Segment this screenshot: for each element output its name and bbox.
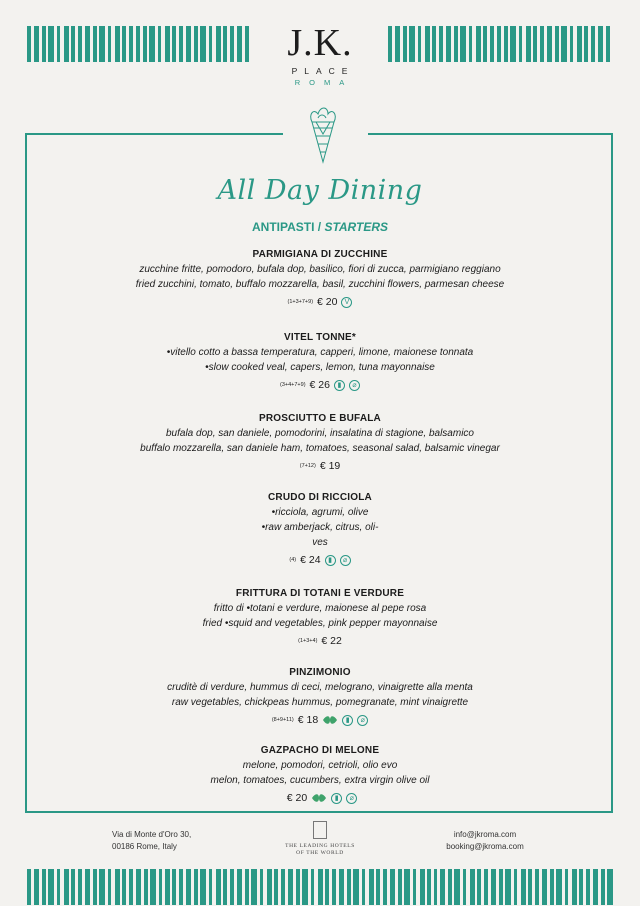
menu-item-price-line [0, 711, 640, 729]
menu-item-description: •vitello cotto a bassa temperatura, capperi, limone, maionese tonnata [166, 347, 474, 358]
allergen-codes: (1+3+7+9) [287, 299, 314, 305]
decorative-stripes-top-right [388, 26, 612, 62]
menu-item-price-line [0, 789, 640, 807]
menu-item-price: € 20 [286, 792, 308, 804]
section-title [0, 220, 640, 234]
allergen-codes: (7+12) [299, 463, 316, 469]
menu-item-price: € 20 [317, 296, 338, 308]
address-line: Via di Monte d'Oro 30, [112, 830, 192, 839]
menu-item-name: PARMIGIANA DI ZUCCHINE [252, 249, 388, 260]
gluten-free-icon: ⌀ [346, 793, 357, 804]
allergen-codes: (1+3+4) [298, 638, 318, 644]
menu-item-name: GAZPACHO DI MELONE [260, 745, 380, 756]
menu-item-description: melon, tomatoes, cucumbers, extra virgin olive oil [210, 775, 430, 786]
section-title-en: STARTERS [324, 220, 388, 234]
menu-item [0, 666, 640, 729]
menu-item-description: •raw amberjack, citrus, oli- [261, 522, 379, 533]
section-title-it: ANTIPASTI / [251, 220, 325, 234]
bouquet-emblem-icon [294, 104, 352, 166]
partner-line: OF THE WORLD [296, 850, 344, 856]
vegan-leaf-icon [322, 715, 338, 725]
menu-list [0, 248, 640, 807]
brand-logo [270, 24, 370, 87]
allergen-codes: (4) [289, 557, 297, 563]
gluten-free-icon: ⌀ [357, 715, 368, 726]
leading-hotels-logo [273, 821, 367, 857]
address-line: 00186 Rome, Italy [112, 842, 177, 851]
menu-item-name: VITEL TONNE* [283, 332, 357, 343]
menu-item [0, 491, 640, 569]
no-lactose-icon: ▮ [342, 715, 353, 726]
menu-item-description: fritto di •totani e verdure, maionese al pepe rosa [213, 603, 427, 614]
menu-item-price: € 18 [297, 714, 319, 726]
menu-item [0, 331, 640, 394]
menu-item-price-line [0, 551, 640, 569]
menu-item-price-line [0, 376, 640, 394]
menu-item-description: cruditè di verdure, hummus di ceci, melograno, vinaigrette alla menta [167, 682, 473, 693]
menu-item-description: fried •squid and vegetables, pink pepper mayonnaise [202, 618, 438, 629]
decorative-stripes-top-left [27, 26, 251, 62]
email-info-link[interactable]: info@jkroma.com [453, 830, 517, 839]
menu-item-description: ves [312, 537, 328, 548]
brand-city: ROMA [294, 78, 354, 87]
menu-item-price-line [0, 293, 640, 311]
page-title: All Day Dining [217, 175, 423, 206]
menu-item-name: PINZIMONIO [289, 667, 351, 678]
brand-place: PLACE [291, 66, 355, 76]
allergen-codes: (3+4+7+9) [280, 382, 306, 388]
menu-item [0, 744, 640, 807]
menu-item-description: •slow cooked veal, capers, lemon, tuna mayonnaise [205, 362, 435, 373]
vegetarian-icon: V [341, 297, 352, 308]
menu-item-description: •ricciola, agrumi, olive [271, 507, 369, 518]
menu-item-price-line [0, 632, 640, 650]
menu-item-price: € 19 [319, 460, 341, 472]
brand-name: J.K. [287, 22, 353, 64]
gluten-free-icon: ⌀ [340, 555, 351, 566]
menu-item-price: € 24 [300, 554, 321, 566]
menu-item [0, 587, 640, 650]
vegan-leaf-icon [311, 793, 327, 803]
menu-item-description: melone, pomodori, cetrioli, olio evo [242, 760, 398, 771]
menu-item-description: buffalo mozzarella, san daniele ham, tomatoes, seasonal salad, balsamic vinegar [140, 443, 500, 454]
footer-contacts [430, 829, 540, 853]
menu-item-name: FRITTURA DI TOTANI E VERDURE [235, 588, 405, 599]
menu-item-name: PROSCIUTTO E BUFALA [259, 413, 381, 424]
menu-item [0, 248, 640, 311]
menu-item-description: zucchine fritte, pomodoro, bufala dop, basilico, fiori di zucca, parmigiano reggiano [139, 264, 501, 275]
menu-item-description: bufala dop, san daniele, pomodorini, insalatina di stagione, balsamico [166, 428, 474, 439]
no-lactose-icon: ▮ [334, 380, 345, 391]
menu-item-price-line [0, 457, 640, 475]
no-lactose-icon: ▮ [325, 555, 336, 566]
menu-item-description: raw vegetables, chickpeas hummus, pomegranate, mint vinaigrette [171, 697, 469, 708]
decorative-stripes-bottom [27, 869, 613, 905]
menu-item-name: CRUDO DI RICCIOLA [268, 492, 372, 503]
menu-item-price: € 22 [321, 635, 342, 647]
lhw-monogram-icon [313, 821, 327, 839]
allergen-codes: (8+9+11) [271, 717, 294, 723]
menu-item-description: fried zucchini, tomato, buffalo mozzarella, basil, zucchini flowers, parmesan cheese [135, 279, 505, 290]
gluten-free-icon: ⌀ [349, 380, 360, 391]
footer-address [112, 829, 222, 853]
menu-item [0, 412, 640, 475]
partner-line: THE LEADING HOTELS [285, 843, 355, 849]
email-booking-link[interactable]: booking@jkroma.com [446, 842, 524, 851]
menu-item-price: € 26 [309, 379, 330, 391]
no-lactose-icon: ▮ [331, 793, 342, 804]
